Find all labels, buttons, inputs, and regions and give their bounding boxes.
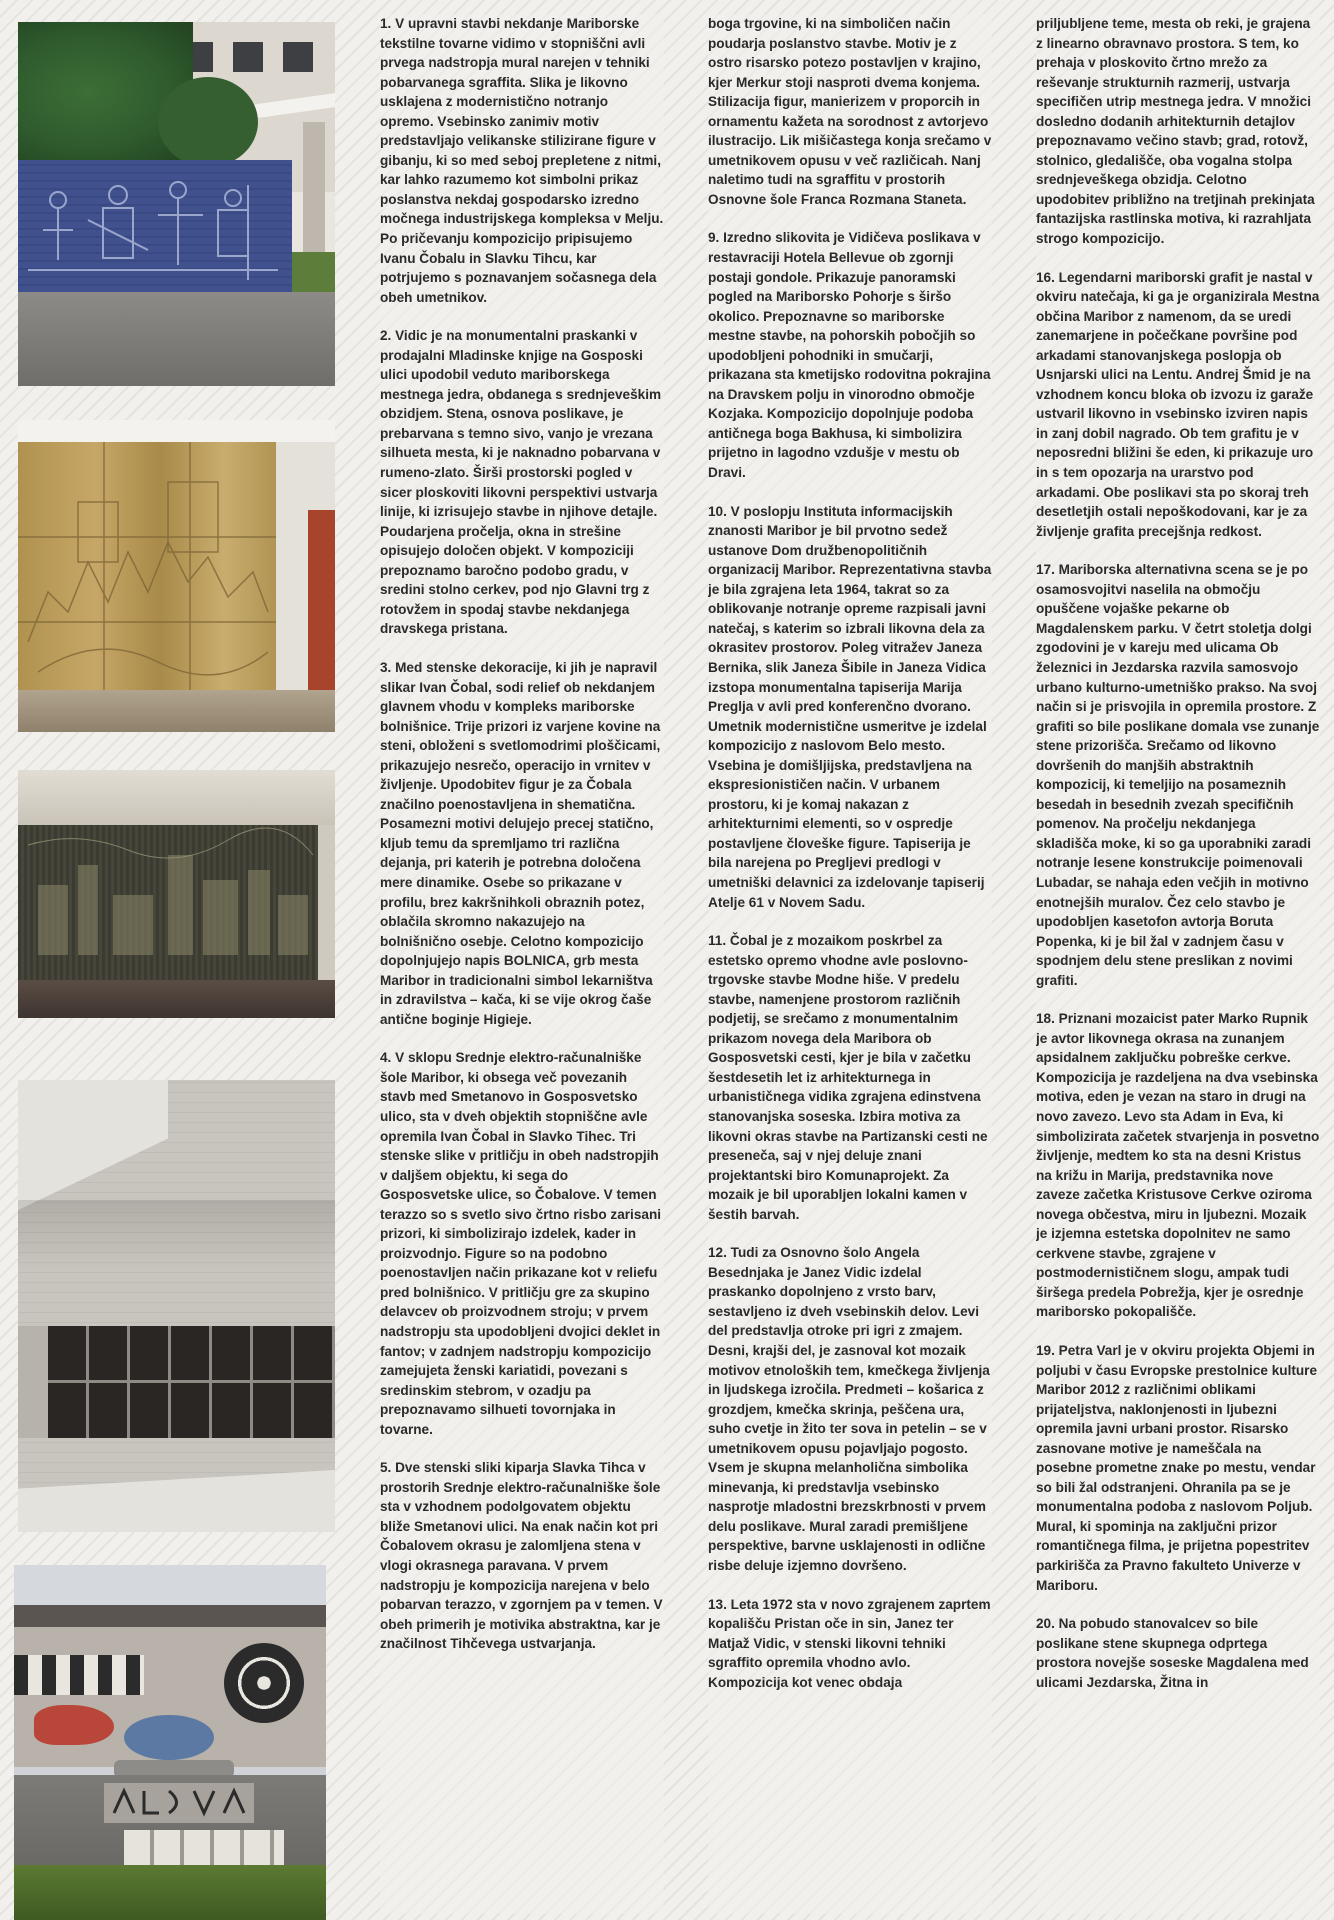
- text-column-3: [1036, 14, 1320, 1914]
- paragraph-20: 20. Na pobudo stanovalcev so bile poslikane stene skupnega odprtega prostora novejše soseske Magdalena med ulicami Jezdarska, Žitna in: [1036, 1616, 1309, 1690]
- paragraph-19: 19. Petra Varl je v okviru projekta Objemi in poljubi v času Evropske prestolnice kulture Maribor 2012 z različnimi oblikami prijateljstva, naklonjenosti in ljubezni opremila javni urbani prostor. Risarsko zasnovane motive je nameščala na posebne prometne znake po mestu, vendar so bili žal odstranjeni. Ohranila pa se je monumentalna podoba z naslovom Poljub. Mural, ki spominja na zaključni prizor romantičnega filma, je prijetna popestritev parkirišča za Pravno fakulteto Univerze v Mariboru.: [1036, 1343, 1318, 1593]
- paragraph-2: 2. Vidic je na monumentalni praskanki v prodajalni Mladinske knjige na Gosposki ulici upodobil veduto mariborskega mestnega jedra, obdanega s srednjeveškim obzidjem. Stena, osnova poslikave, je prebarvana s temno sivo, vanjo je vrezana silhueta mesta, ki je naknadno pobarvana v rumeno-zlato. Širši prostorski pogled v sicer ploskoviti likovni perspektivi ustvarja linije, ki izrisujejo stavbe in njihove detajle. Poudarjena pročelja, okna in strešine opisujejo določen objekt. V kompoziciji prepoznamo baročno podobo gradu, v sredini stolno cerkev, pod njo Glavni trg z rotovžem in spodaj stavbe nekdanjega dravskega pristana.: [380, 328, 662, 637]
- paragraph-17: 17. Mariborska alternativna scena se je po osamosvojitvi naselila na območju opuščene vojaške pekarne ob Magdalenskem parku. V četrt stoletja dolgi zgodovini je v kareju med ulicama Ob železnici in Jezdarska razvila samosvojo urbano kulturno-umetniško prakso. Na svoj način si je prisvojila in opremila prostore. Z grafiti so bile poslikane domala vse zunanje stene prizorišča. Srečamo od likovno dovršenih do manjših abstraktnih kompozicij, ki temeljijo na posameznih besedah in besednih zvezah specifičnih pomenov. Na pročelju nekdanjega skladišča moke, ki so ga uporabniki zaradi notranje lesene konstrukcije poimenovali Lubadar, se nahaja eden večjih in motivno enotnejših muralov. Čez celo stavbo je upodobljen kasetofon avtorja Boruta Popenka, ki je bil žal v zadnjem času v spodnjem delu stene preslikan z novimi grafiti.: [1036, 562, 1320, 988]
- paragraph-11: 11. Čobal je z mozaikom poskrbel za estetsko opremo vhodne avle poslovno-trgovske stavbe Modne hiše. V predelu stavbe, namenjene prostorom različnih podjetij, se srečamo z monumentalnim prikazom novega dela Maribora ob Gosposvetski cesti, kjer je bila v začetku šestdesetih let iz arhitekturnega in urbanističnega vidika zgrajena edinstvena stanovanjska soseska. Izbira motiva za likovni okras stavbe na Partizanski cesti ne preseneča, saj v njej deluje znani projektantski biro Komunaprojekt. Za mozaik je bil uporabljen lokalni kamen v šestih barvah.: [708, 933, 988, 1222]
- text-column-1: [380, 14, 664, 1914]
- text-column-2: [708, 14, 992, 1914]
- paragraph-4: 4. V sklopu Srednje elektro-računalniške šole Maribor, ki obsega več povezanih stavb med Smetanovo in Gosposvetsko ulico, sta v dveh objektih stopniščne avle opremila Ivan Čobal in Slavko Tihec. Tri stenske slike v pritličju in obeh nadstropjih v daljšem objektu, ki sega do Gosposvetske ulice, so Čobalove. V temen terazzo so s svetlo sivo črtno risbo zarisani prizori, ki simbolizirajo izdelek, kader in proizvodnjo. Figure so na podobno poenostavljen način prikazane kot v reliefu pred bolnišnico. V pritličju gre za skupino delavcev ob proizvodnem stroju; v prvem nadstropju sta upodobljeni dvojici deklet in fantov; v zadnjem nadstropju kompozicijo zamejujeta ženski kariatidi, povezani s sredinskim stebrom, v ozadju pa prepoznavamo silhueti tovornjaka in tovarne.: [380, 1050, 662, 1437]
- paragraph-8-continued: boga trgovine, ki na simboličen način poudarja poslanstvo stavbe. Motiv je z ostro risarsko potezo postavljen v krajino, kjer Merkur stoji nasproti dvema konjema. Stilizacija figur, manierizem v proporcih in ornamentu kažeta na sorodnost z avtorjevo ilustracijo. Lik mišičastega konja srečamo v umetnikovem opusu v več različicah. Nanj naletimo tudi na sgraffitu v prostorih Osnovne šole Franca Rozmana Staneta.: [708, 16, 992, 207]
- paragraph-16: 16. Legendarni mariborski grafit je nastal v okviru natečaja, ki ga je organizirala Mestna občina Maribor z namenom, da se uredi zanemarjene in počečkane površine pod arkadami stanovanjskega poslopja ob Usnjarski ulici na Lentu. Andrej Šmid je na vzhodnem koncu bloka ob izvozu iz garaže ustvaril likovno in vsebinsko izviren napis in zanj dobil nagrado. Ob tem grafitu je v neposredni bližini še eden, ki prikazuje uro in s tem opozarja na urarstvo pod arkadami. Obe poslikavi sta po skoraj treh desetletjih ostali nepoškodovani, kar je za življenje grafita precejšnja redkost.: [1036, 269, 1320, 539]
- paragraph-10: 10. V poslopju Instituta informacijskih znanosti Maribor je bil prvotno sedež ustanove Dom družbenopolitičnih organizacij Maribor. Reprezentativna stavba je bila zgrajena leta 1964, takrat so za oblikovanje notranje opreme razpisali javni natečaj, s katerim so izbrali likovna dela za okrasitev prostorov. Poleg vitražev Janeza Bernika, slik Janeza Šibile in Janeza Vidica izstopa monumentalna tapiserija Marija Preglja v avli pred konferenčno dvorano. Umetnik modernistične usmeritve je izdelal kompozicijo z naslovom Belo mesto. Vsebina je domišljijska, predstavljena na ekspresionističen način. V urbanem prostoru, ki je komaj nakazan z arhitekturnimi elementi, so v ospredje postavljene človeške figure. Tapiserija je bila narejena po Pregljevi predlogi v umetniški delavnici za izdelovanje tapiserij Atelje 61 v Novem Sadu.: [708, 503, 992, 910]
- paragraph-13: 13. Leta 1972 sta v novo zgrajenem zaprtem kopališču Pristan oče in sin, Janez ter Matjaž Vidic, v stenski likovni tehniki sgraffito opremila vhodno avlo. Kompozicija kot venec obdaja: [708, 1596, 991, 1690]
- paragraph-15-continued: priljubljene teme, mesta ob reki, je grajena z linearno obravnavo prostora. S tem, ko prehaja v ploskovito črtno mrežo za reševanje strukturnih razmerij, ustvarja specifičen utrip mestnega jedra. V množici dosledno dodanih arhitekturnih detajlov prepoznavamo večino stavb; grad, rotovž, stolnico, gledališče, oba vogalna stolpa srednjeveškega obzidja. Celotno upodobitev približno na tretjinah prekinjata fantazijska rastlinska motiva, ki razrahljata strogo kompozicijo.: [1036, 16, 1315, 247]
- paragraph-5: 5. Dve stenski sliki kiparja Slavka Tihca v prostorih Srednje elektro-računalniške šole sta v vzhodnem podolgovatem objektu bliže Smetanovi ulici. Na enak način kot pri Čobalovem okrasu je zalomljena stena v vlogi okrasnega paravana. V prvem nadstropju je kompozicija narejena v belo pobarvan terazzo, v zgornjem pa v temen. V obeh primerih je motivika abstraktna, kar je značilnost Tihčevega ustvarjanja.: [380, 1460, 663, 1652]
- paragraph-1: 1. V upravni stavbi nekdanje Mariborske tekstilne tovarne vidimo v stopniščni avli prvega nadstropja mural narejen v tehniki pobarvanega sgraffita. Slika je likovno usklajena z modernistično notranjo opremo. Vsebinsko zanimiv motiv predstavljajo velikanske stilizirane figure v gibanju, ki so med seboj prepletene z nitmi, kar lahko razumemo kot simbolni prikaz poslanstva nekdaj gospodarsko izredno močnega industrijskega kompleksa v Melju. Po pričevanju kompozicijo pripisujemo Ivanu Čobalu in Slavku Tihcu, kar potrjujemo s poznavanjem sočasnega dela obeh umetnikov.: [380, 16, 664, 305]
- paragraph-9: 9. Izredno slikovita je Vidičeva poslikava v restavraciji Hotela Bellevue ob zgornji postaji gondole. Prikazuje panoramski pogled na Mariborsko Pohorje s širšo okolico. Prepoznavne so mariborske mestne stavbe, na pohorskih pobočjih so upodobljeni pohodniki in smučarji, prikazana sta kmetijsko rodovitna pokrajina na Dravskem polju in vinorodno območje Kozjaka. Kompozicijo dopolnjuje podoba antičnega boga Bakhusa, ki simbolizira prijetno in lagodno vzdušje v mestu ob Dravi.: [708, 230, 991, 481]
- paragraph-18: 18. Priznani mozaicist pater Marko Rupnik je avtor likovnega okrasa na zunanjem apsidalnem zaključku pobreške cerkve. Kompozicija je razdeljena na dva vsebinska motiva, eden je vezan na staro in drugi na novo zavezo. Levo sta Adam in Eva, ki simbolizirata začetek stvarjenja in posvetno življenje, medtem ko sta na desni Kristus na križu in Marija, predstavnika nove zaveze začetka Kristusove Cerkve oziroma novega občestva, miru in ljubezni. Mozaik je izjemna estetska dopolnitev ne samo cerkvene stavbe, zgrajene v postmodernističnem slogu, ampak tudi širšega predela Pobrežja, kjer je osrednje mariborsko pokopališče.: [1036, 1011, 1320, 1320]
- paragraph-3: 3. Med stenske dekoracije, ki jih je napravil slikar Ivan Čobal, sodi relief ob nekdanjem glavnem vhodu v kompleks mariborske bolnišnice. Trije prizori iz varjene kovine na steni, obloženi s svetlomodrimi ploščicami, prikazujejo nesrečo, operacijo in vrnitev v življenje. Upodobitev figur je za Čobala značilno poenostavljena in shematična. Posamezni motivi delujejo precej statično, kljub temu da spremljamo tri različna dejanja, pri katerih je potrebna določena mere dinamike. Osebe so prikazane v profilu, brez kakršnihkoli obraznih potez, oblačila skromno nakazujejo na bolnišnično osebje. Celotno kompozicijo dopolnjujejo napis BOLNICA, grb mesta Maribor in tradicionalni simbol lekarništva in zdravilstva – kača, ki se vije okrog čaše antične boginje Higieje.: [380, 659, 661, 1027]
- paragraph-12: 12. Tudi za Osnovno šolo Angela Besednjaka je Janez Vidic izdelal praskanko dopolnjeno z vrsto barv, sestavljeno iz dveh vsebinskih delov. Levi del predstavlja otroke pri igri z zmajem. Desni, krajši del, je zasnoval kot mozaik motivov etnoloških tem, kmečkega življenja in ljudskega izročila. Predmeti – košarica z grozdjem, kmečka skrinja, peščena ura, suho cvetje in žito ter sova in petelin – se v umetnikovem opusu pojavljajo pogosto. Vsem je skupna melanholična simbolika minevanja, ki predstavlja vsebinsko nasprotje mladostni brezskrbnosti v prvem delu poslikave. Mural zaradi premišljene perspektive, barvne usklajenosti in odlične risbe deluje izjemno dovršeno.: [708, 1245, 990, 1574]
